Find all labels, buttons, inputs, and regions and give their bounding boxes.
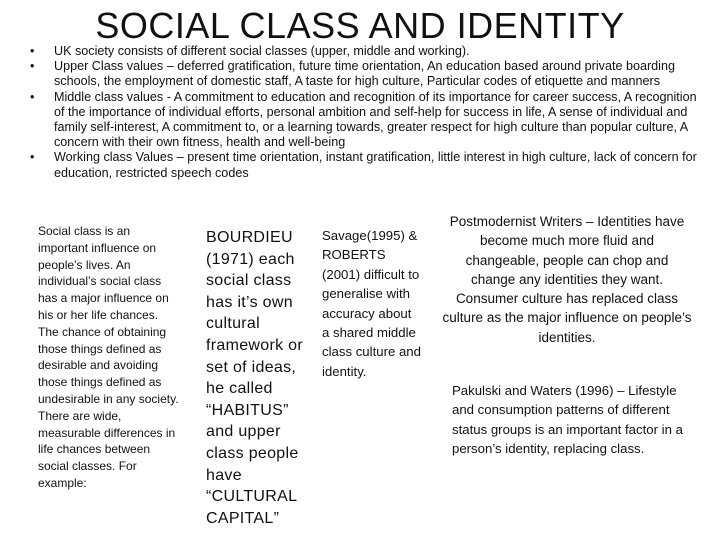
bullet-icon: • <box>30 89 35 104</box>
bullet-icon: • <box>30 59 35 74</box>
bullet-text: UK society consists of different social classes (upper, middle and working). <box>54 44 470 58</box>
bullet-item <box>30 150 700 180</box>
bullet-item <box>30 44 700 59</box>
bullet-text: Working class Values – present time orientation, instant gratification, little interest in high culture, lack of concern for education, restricted speech codes <box>54 150 697 180</box>
bullet-icon: • <box>30 150 35 165</box>
bullet-item <box>30 90 700 151</box>
savage-roberts-text: Savage(1995) & ROBERTS (2001) difficult to generalise with accuracy about a shared middle class culture and identity. <box>322 228 421 379</box>
slide-title: SOCIAL CLASS AND IDENTITY <box>95 5 625 46</box>
bullet-text: Middle class values - A commitment to education and recognition of its importance for career success, A recognition of the importance of individual efforts, personal ambition and self-help for success in life, A sense of individual and family self-interest, A commitment to, or a learning towards, greater respect for high culture than popular culture, A concern with their own fitness, health and well-being <box>54 89 697 150</box>
bullet-icon: • <box>30 44 35 58</box>
life-chances-text: Social class is an important influence on people’s lives. An individual’s social class has a major influence on his or her life chances. The chance of obtaining those things defined as desirable and avoiding those things defined as undesirable in any society. There are wide, measurable differences in life chances between social classes. For example: <box>38 224 179 490</box>
postmodernist-text: Postmodernist Writers – Identities have become much more fluid and changeable, people can chop and change any identities they want. Consumer culture has replaced class culture as the major influence on people’s identities. <box>442 214 692 345</box>
bullet-list <box>30 44 700 181</box>
bullet-text: Upper Class values – deferred gratification, future time orientation, An education based around private boarding schools, the employment of domestic staff, A taste for high culture, Particular codes of etiquette and manners <box>54 59 675 89</box>
bourdieu-text: BOURDIEU (1971) each social class has it’s own cultural framework or set of ideas, he called “HABITUS” and upper class people have “CULTURAL CAPITAL” <box>206 229 303 527</box>
pakulski-waters-text: Pakulski and Waters (1996) – Lifestyle and consumption patterns of different status groups is an important factor in a person’s identity, replacing class. <box>452 383 683 456</box>
bullet-item <box>30 59 700 89</box>
